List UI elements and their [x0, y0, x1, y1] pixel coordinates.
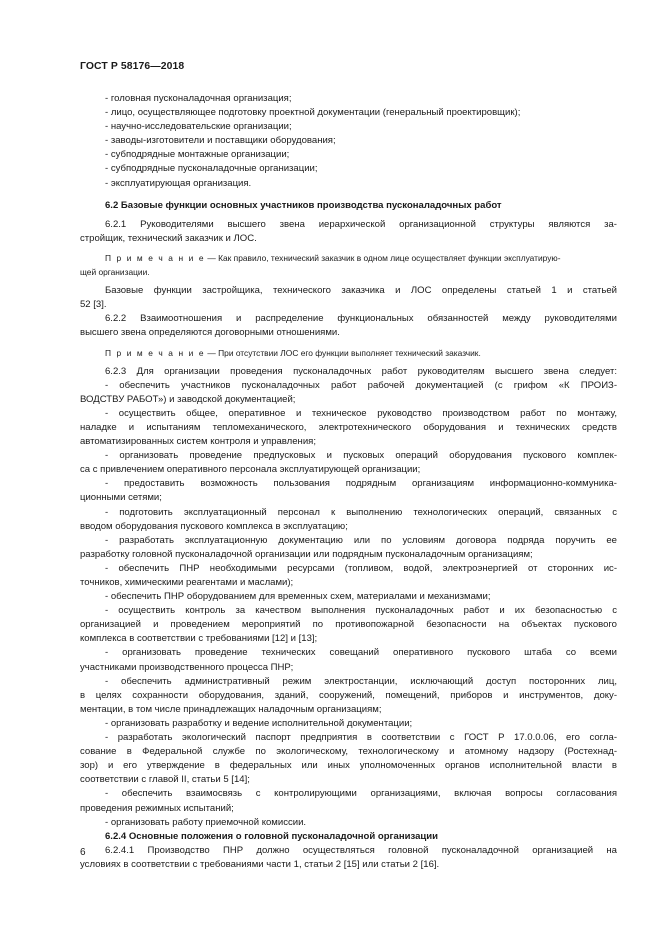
list-item-cont: са с привлечением оперативного персонала эксплуатирующей организации; [80, 464, 421, 476]
list-item-cont: организацией и проведением мероприятий по противопожарной безопасности на объектах пускового [80, 619, 617, 631]
section-heading-6-2-4: 6.2.4 Основные положения о головной пусконаладочной организации [105, 830, 438, 842]
paragraph-line: 6.2.3 Для организации проведения пусконаладочных работ руководителям высшего звена следует: [105, 365, 617, 377]
list-item: - предоставить возможность пользования подрядным организациям информационно-коммуника- [105, 478, 617, 490]
document-header: ГОСТ Р 58176—2018 [80, 61, 185, 72]
list-item: - организовать проведение предпусковых и пусковых операций оборудования пускового комплек- [105, 450, 617, 462]
list-item: - головная пусконаладочная организация; [105, 93, 292, 104]
paragraph-line: 52 [3]. [80, 299, 107, 311]
list-item: - обеспечить участников пусконаладочных работ рабочей документацией (с грифом «К ПРОИЗ- [105, 379, 617, 391]
paragraph-line: 6.2.2 Взаимоотношения и распределение функциональных обязанностей между руководителями [105, 313, 617, 325]
list-item-cont: автоматизированных систем контроля и управления; [80, 436, 316, 448]
note-text: — Как правило, технический заказчик в одном лице осуществляет функции эксплуатирую- [205, 252, 561, 263]
list-item: - эксплуатирующая организация. [105, 177, 252, 189]
list-item-cont: сование в Федеральной службе по экологическому, технологическому и атомному надзору (Ростехнад- [80, 746, 617, 758]
list-item-cont: ВОДСТВУ РАБОТ») и заводской документацией; [80, 393, 296, 405]
list-item-cont: комплекса в соответствии с требованиями [12] и [13]; [80, 633, 318, 645]
list-item: - субподрядные монтажные организации; [105, 149, 290, 161]
note-label: П р и м е ч а н и е [105, 252, 206, 263]
list-item-cont: соответствии с главой II, статьи 5 [14]; [80, 774, 250, 786]
page-content [80, 92, 617, 872]
list-item: - организовать проведение технических совещаний оперативного пускового штаба со всеми [105, 647, 617, 659]
paragraph-line: 6.2.1 Руководителями высшего звена иерархической организационной структуры являются за- [105, 218, 617, 230]
list-item-cont: вводом оборудования пускового комплекса в эксплуатацию; [80, 520, 348, 532]
paragraph-line: 6.2.4.1 Производство ПНР должно осуществляться головной пусконаладочной организацией на [105, 844, 617, 856]
spacer [80, 191, 617, 199]
list-item-cont: ционными сетями; [80, 492, 162, 504]
note-text: — При отсутствии ЛОС его функции выполняет технический заказчик. [205, 347, 481, 358]
list-item-cont: в целях сохранности оборудования, зданий, сооружений, помещений, приборов и инструментов, доку- [80, 689, 617, 701]
list-item: - лицо, осуществляющее подготовку проектной документации (генеральный проектировщик); [105, 107, 521, 119]
list-item: - организовать работу приемочной комиссии. [105, 816, 307, 828]
list-item: - обеспечить административный режим электростанции, исключающий доступ посторонних лиц, [105, 675, 617, 687]
list-item-cont: ментации, в том числе принадлежащих наладочным организациям; [80, 703, 382, 715]
list-item: - заводы-изготовители и поставщики оборудования; [105, 135, 336, 147]
list-item-cont: зор) и его утверждение в федеральных или иных уполномоченных органов исполнительной власти в [80, 760, 617, 772]
list-item: - обеспечить взаимосвязь с контролирующими организациями, включая вопросы согласования [105, 788, 617, 800]
section-heading-6-2: 6.2 Базовые функции основных участников производства пусконаладочных работ [105, 199, 502, 211]
list-item-cont: наладке и испытаниям тепломеханического, электротехнического оборудования и технических средств [80, 421, 617, 433]
list-item: - обеспечить ПНР оборудованием для временных схем, материалами и механизмами; [105, 591, 491, 603]
list-item-cont: участниками производственного процесса ПНР; [80, 661, 294, 673]
list-item: - разработать экологический паспорт предприятия в соответствии с ГОСТ Р 17.0.0.06, его согла- [105, 732, 617, 744]
list-item: - организовать разработку и ведение исполнительной документации; [105, 717, 413, 729]
page-number: 6 [80, 847, 86, 858]
list-item: - подготовить эксплуатационный персонал к выполнению технологических операций, связанных с [105, 506, 617, 518]
note-line [80, 346, 617, 360]
list-item: - научно-исследовательские организации; [105, 121, 292, 133]
note-label: П р и м е ч а н и е [105, 347, 206, 358]
list-item: - субподрядные пусконаладочные организации; [105, 163, 318, 175]
list-item: - осуществить общее, оперативное и техническое руководство производством работ по монтажу, [105, 407, 617, 419]
note-line: щей организации. [80, 267, 150, 278]
list-item: - обеспечить ПНР необходимыми ресурсами (топливом, водой, электроэнергией от сторонних ис- [105, 562, 617, 574]
list-item-cont: точников, химическими реагентами и маслами); [80, 577, 294, 588]
paragraph-line: стройщик, технический заказчик и ЛОС. [80, 232, 257, 244]
note-line [80, 251, 617, 265]
paragraph-line: Базовые функции застройщика, технического заказчика и ЛОС определены статьей 1 и статьей [105, 285, 617, 297]
list-item-cont: разработку головной пусконаладочной организации или подрядным пусконаладочным организациям; [80, 548, 533, 560]
list-item-cont: проведения режимных испытаний; [80, 802, 234, 814]
paragraph-line: условиях в соответствии с требованиями части 1, статьи 2 [15] или статьи 2 [16]. [80, 858, 440, 870]
list-item: - осуществить контроль за качеством выполнения пусконаладочных работ и их безопасностью с [105, 605, 617, 617]
paragraph-line: высшего звена определяются договорными отношениями. [80, 327, 340, 339]
list-item: - разработать эксплуатационную документацию или по условиям договора подряда поручить ее [105, 534, 617, 546]
